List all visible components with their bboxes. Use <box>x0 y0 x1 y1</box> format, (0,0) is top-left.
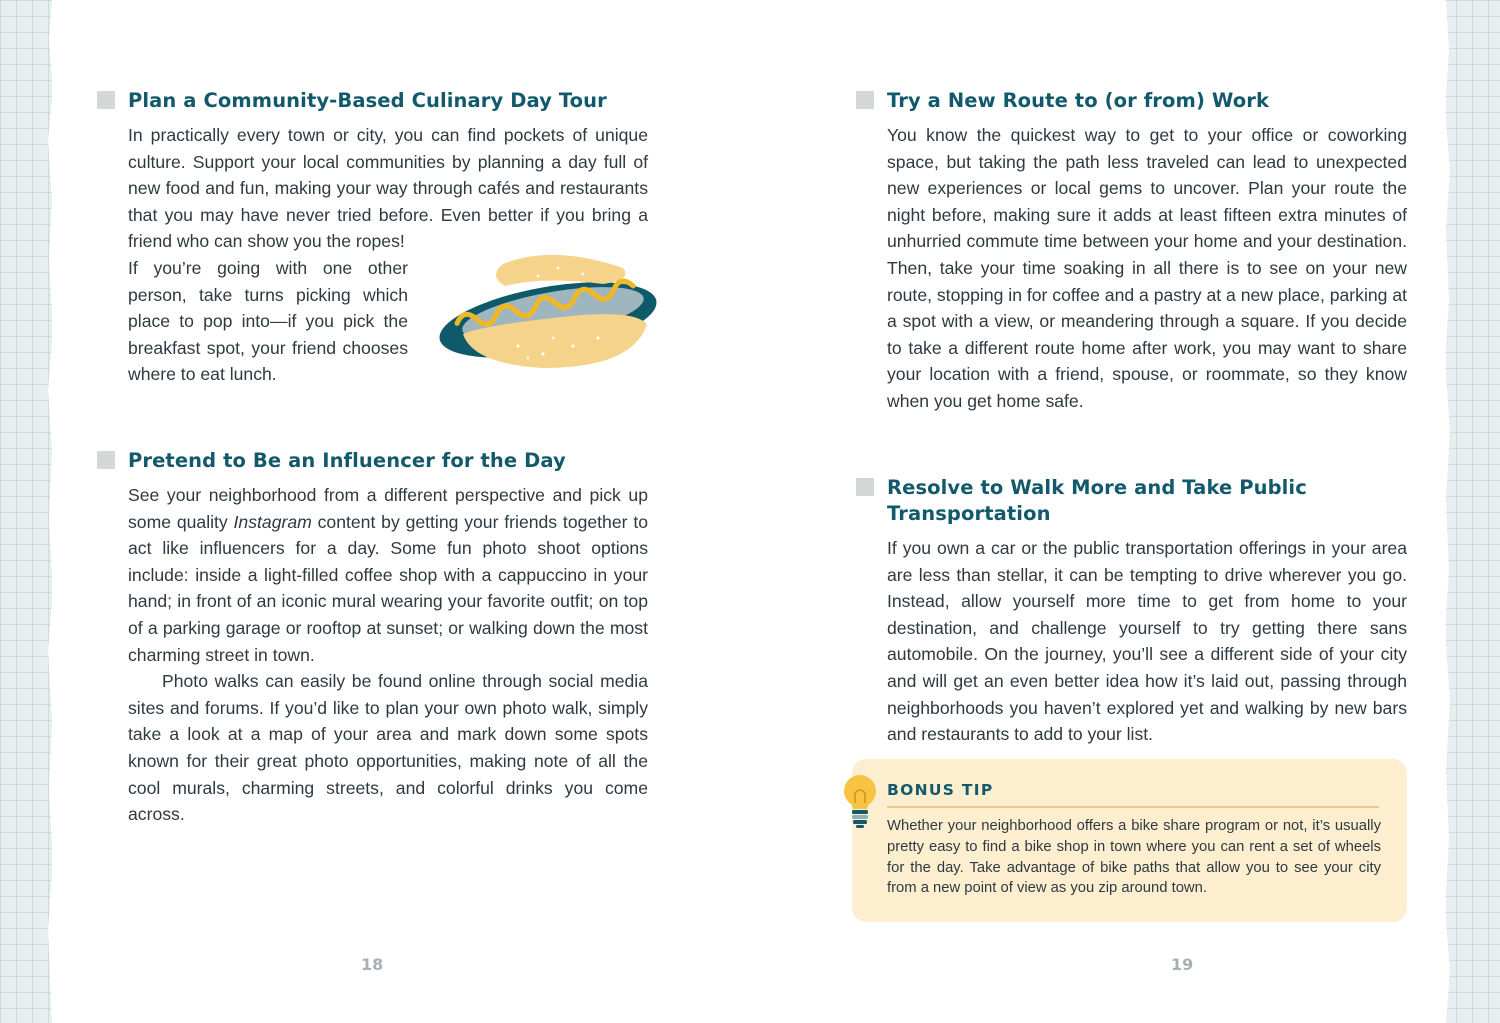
page-number: 18 <box>361 955 384 974</box>
checkbox[interactable] <box>856 91 874 109</box>
section-heading: Pretend to Be an Influencer for the Day <box>128 448 648 474</box>
lightbulb-icon <box>840 773 880 831</box>
section-body <box>887 535 1407 748</box>
bonus-tip-box <box>852 759 1407 922</box>
paragraph: Photo walks can easily be found online through social media sites and forums. If you’d like to plan your own photo walk, simply take a look at a map of your area and mark down some spots known for their great photo opportunities, making note of all the cool murals, charming streets, and colorful drinks you come across. <box>128 671 648 825</box>
paragraph: You know the quickest way to get to your office or coworking space, but taking the path less traveled can lead to unexpected new experiences or local gems to uncover. Plan your route the night before, making sure it adds at least fifteen extra minutes of unhurried commute time between your home and your destination. Then, take your time soaking in all there is to see on your new route, stopping in for coffee and a pastry at a new place, parking at a spot with a view, or meandering through a square. If you decide to take a different route home after work, you may want to share your location with a friend, spouse, or roommate, so they know when you get home safe. <box>887 125 1407 411</box>
section-body <box>128 482 648 828</box>
section-heading: Resolve to Walk More and Take Public Transportation <box>887 475 1407 527</box>
section-influencer <box>128 448 648 828</box>
hot-dog-illustration <box>433 246 663 376</box>
paragraph: See your neighborhood from a different perspective and pick up some quality Instagram content by getting your friends together to act like influencers for a day. Some fun photo shoot options include: inside a light-filled coffee shop with a cappuccino in your hand; in front of an iconic mural wearing your favorite outfit; on top of a parking garage or rooftop at sunset; or walking down the most charming street in town. <box>128 485 648 665</box>
bonus-tip-title: BONUS TIP <box>887 781 994 799</box>
bonus-tip-text: Whether your neighborhood offers a bike share program or not, it’s usually pretty easy to find a bike shop in town where you can rent a set of wheels for the day. Take advantage of bike paths that allow you to see your city from a new point of view as you zip around town. <box>887 818 1381 897</box>
checkbox[interactable] <box>97 451 115 469</box>
paragraph: If you’re going with one other person, take turns picking which place to pop into—if you pick the breakfast spot, your friend chooses where to eat lunch. <box>128 257 408 385</box>
section-heading: Try a New Route to (or from) Work <box>887 88 1407 114</box>
paragraph: In practically every town or city, you can find pockets of unique culture. Support your local communities by planning a day full of new food and fun, making your way through cafés and restaurants that you may have never tried before. Even better if you bring a friend who can show you the ropes! <box>128 125 648 252</box>
right-page <box>749 0 1446 1023</box>
book-spread <box>52 0 1446 1023</box>
section-heading: Plan a Community-Based Culinary Day Tour <box>128 88 648 114</box>
section-walk-more <box>887 475 1407 748</box>
divider <box>887 806 1379 808</box>
section-body <box>887 122 1407 415</box>
section-new-route <box>887 88 1407 415</box>
checkbox[interactable] <box>856 478 874 496</box>
paragraph: If you own a car or the public transportation offerings in your area are less than stellar, it can be tempting to drive wherever you go. Instead, allow yourself more time to get from home to your destination, and challenge yourself to try getting there sans automobile. On the journey, you’ll see a different side of your city and will get an even better idea how it’s laid out, passing through neighborhoods you haven’t explored yet and walking by new bars and restaurants to add to your list. <box>887 538 1407 745</box>
page-number: 19 <box>1171 955 1194 974</box>
checkbox[interactable] <box>97 91 115 109</box>
left-page <box>52 0 749 1023</box>
